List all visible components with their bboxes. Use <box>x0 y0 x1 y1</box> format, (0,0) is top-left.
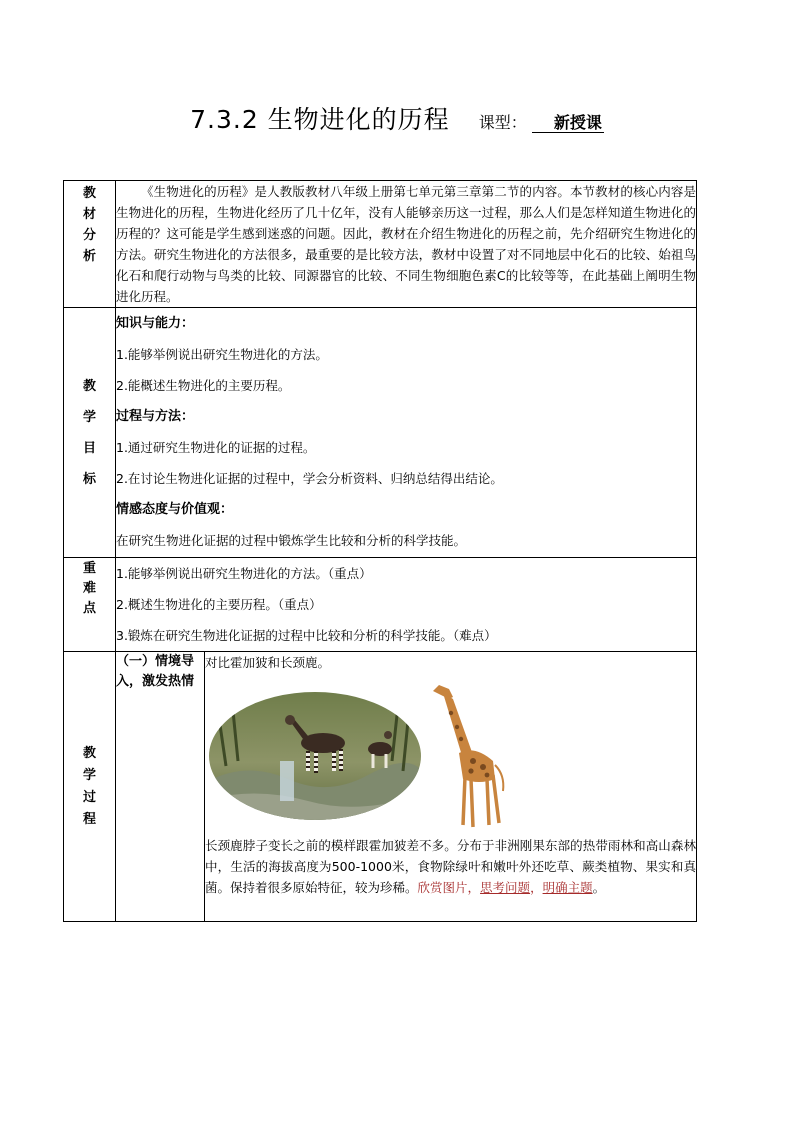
stage-title: （一）情境导入，激发热情 <box>116 652 205 922</box>
lesson-title: 7.3.2 生物进化的历程 <box>190 105 450 134</box>
analysis-content <box>116 181 697 308</box>
keypoint-item: 1.能够举例说出研究生物进化的方法。（重点） <box>116 566 372 581</box>
keypoints-content <box>116 558 697 652</box>
objectives-label-char: 教 <box>82 378 96 394</box>
activity-appreciate: 欣赏图片 <box>417 880 468 895</box>
objectives-label-char: 标 <box>82 471 96 487</box>
okapi-image <box>208 691 422 821</box>
compare-intro: 对比霍加狓和长颈鹿。 <box>205 655 331 670</box>
objectives-row <box>64 308 697 558</box>
giraffe-image <box>423 675 513 835</box>
keypoints-row <box>64 558 697 652</box>
keypoints-label <box>64 558 116 652</box>
analysis-label-char: 析 <box>82 249 96 264</box>
activity-think: 思考问题 <box>480 880 531 895</box>
analysis-text: 《生物进化的历程》是人教版教材八年级上册第七单元第三章第二节的内容。本节教材的核心内容是生物进化的历程，生物进化经历了几十亿年，没有人能够亲历这一过程，那么人们是怎样知道生物进化的历程的？这可能是学生感到迷惑的问题。因此，教材在介绍生物进化的历程之前，先介绍研究生物进化的方法。研究生物进化的方法很多，最重要的是比较方法，教材中设置了对不同地层中化石的比较、始祖鸟化石和爬行动物与鸟类的比较、同源器官的比较、不同生物细胞色素C的比较等等，在此基础上阐明生物进化历程。 <box>116 184 696 304</box>
keypoint-item: 2.概述生物进化的主要历程。（重点） <box>116 597 322 612</box>
process-heading: 过程与方法： <box>116 409 195 424</box>
process-label <box>64 652 116 922</box>
process-label-char: 学 <box>82 767 96 783</box>
lesson-plan-table <box>63 180 697 922</box>
process-item: 1.通过研究生物进化的证据的过程。 <box>116 440 316 455</box>
knowledge-item: 1.能够举例说出研究生物进化的方法。 <box>116 347 328 362</box>
analysis-row <box>64 181 697 308</box>
knowledge-heading: 知识与能力： <box>116 316 195 331</box>
sentence-end: 。 <box>592 880 606 895</box>
objectives-label-char: 目 <box>82 440 96 456</box>
objectives-content <box>116 308 697 558</box>
keypoints-label-char: 难 <box>82 581 96 596</box>
lesson-type-value: 新授课 <box>532 113 604 133</box>
activity-clarify: 明确主题 <box>542 880 593 895</box>
objectives-label <box>64 308 116 558</box>
okapi-description <box>205 835 696 898</box>
activity-separator: ， <box>530 880 543 895</box>
analysis-label-char: 教 <box>82 186 96 201</box>
process-item: 2.在讨论生物进化证据的过程中，学会分析资料、归纳总结得出结论。 <box>116 471 503 486</box>
animal-pictures <box>205 673 696 835</box>
keypoints-label-char: 点 <box>82 601 96 616</box>
keypoints-label-char: 重 <box>82 561 96 576</box>
lesson-type-label: 课型： <box>478 113 527 132</box>
process-label-char: 过 <box>82 789 96 805</box>
document-title <box>0 100 794 136</box>
objectives-label-char: 学 <box>82 409 96 425</box>
analysis-label-char: 材 <box>82 207 96 222</box>
keypoint-item: 3.锻炼在研究生物进化证据的过程中比较和分析的科学技能。（难点） <box>116 628 497 643</box>
activity-separator: ， <box>467 880 481 895</box>
process-content <box>205 652 697 922</box>
process-label-char: 程 <box>82 811 96 827</box>
analysis-label-char: 分 <box>82 228 96 243</box>
emotion-heading: 情感态度与价值观： <box>116 502 234 517</box>
knowledge-item: 2.能概述生物进化的主要历程。 <box>116 378 291 393</box>
process-label-char: 教 <box>82 745 96 761</box>
okapi-text: 长颈鹿脖子变长之前的模样跟霍加狓差不多。分布于非洲刚果东部的热带雨林和高山森林中，生活的海拔高度为500-1000米，食物除绿叶和嫩叶外还吃草、蕨类植物、果实和真菌。保持着很多原始特征，较为珍稀。 <box>205 838 696 895</box>
emotion-item: 在研究生物进化证据的过程中锻炼学生比较和分析的科学技能。 <box>116 533 467 548</box>
process-row <box>64 652 697 922</box>
analysis-label <box>64 181 116 308</box>
